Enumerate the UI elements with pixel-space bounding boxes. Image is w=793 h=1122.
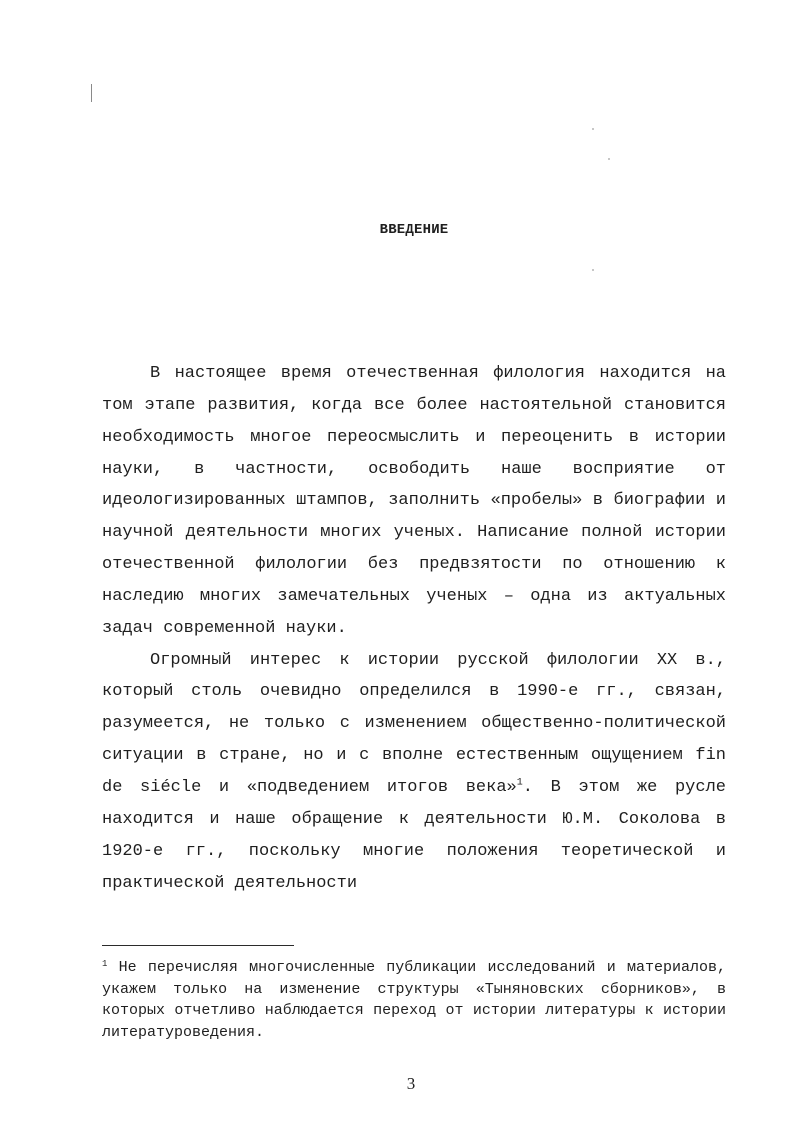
paragraph-2-continuation: . В этом же русле находится и наше обращение к деятельности Ю.М. Соколова в 1920-е гг., поскольку многие положения теоретической и практической деятельности	[102, 777, 726, 893]
scan-speck	[592, 269, 594, 271]
footnote-reference: 1	[516, 777, 523, 789]
paragraph-1: В настоящее время отечественная филология находится на том этапе развития, когда все более настоятельной становится необходимость многое переосмыслить и переоценить в истории науки, в частности, освободить наше восприятие от идеологизированных штампов, заполнить «пробелы» в биографии и научной деятельности многих ученых. Написание полной истории отечественной филологии без предвзятости по отношению к наследию многих замечательных ученых – одна из актуальных задач современной науки.	[102, 364, 726, 638]
footnote-marker: 1	[102, 959, 108, 969]
paragraph-2-text: Огромный интерес к истории русской филологии XX в., который столь очевидно определился в 1990-е гг., связан, разумеется, не только с изменением общественно-политической ситуации в стране, но и с вполне естественным ощущением fin de siécle и «подведением итогов века»	[102, 650, 726, 797]
scan-speck	[592, 128, 594, 130]
scan-margin-mark	[91, 84, 92, 102]
footnote-text: Не перечисляя многочисленные публикации исследований и материалов, укажем только на изменение структуры «Тыняновских сборников», в которых отчетливо наблюдается переход от истории литературы к истории литературоведения.	[102, 959, 726, 1041]
page-number: 3	[406, 1074, 416, 1093]
page-heading: ВВЕДЕНИЕ	[379, 222, 449, 238]
footnote	[102, 957, 726, 1043]
paragraph-2	[102, 645, 726, 900]
body-text	[102, 358, 726, 899]
footnote-separator	[102, 945, 294, 946]
scan-speck	[608, 158, 610, 160]
